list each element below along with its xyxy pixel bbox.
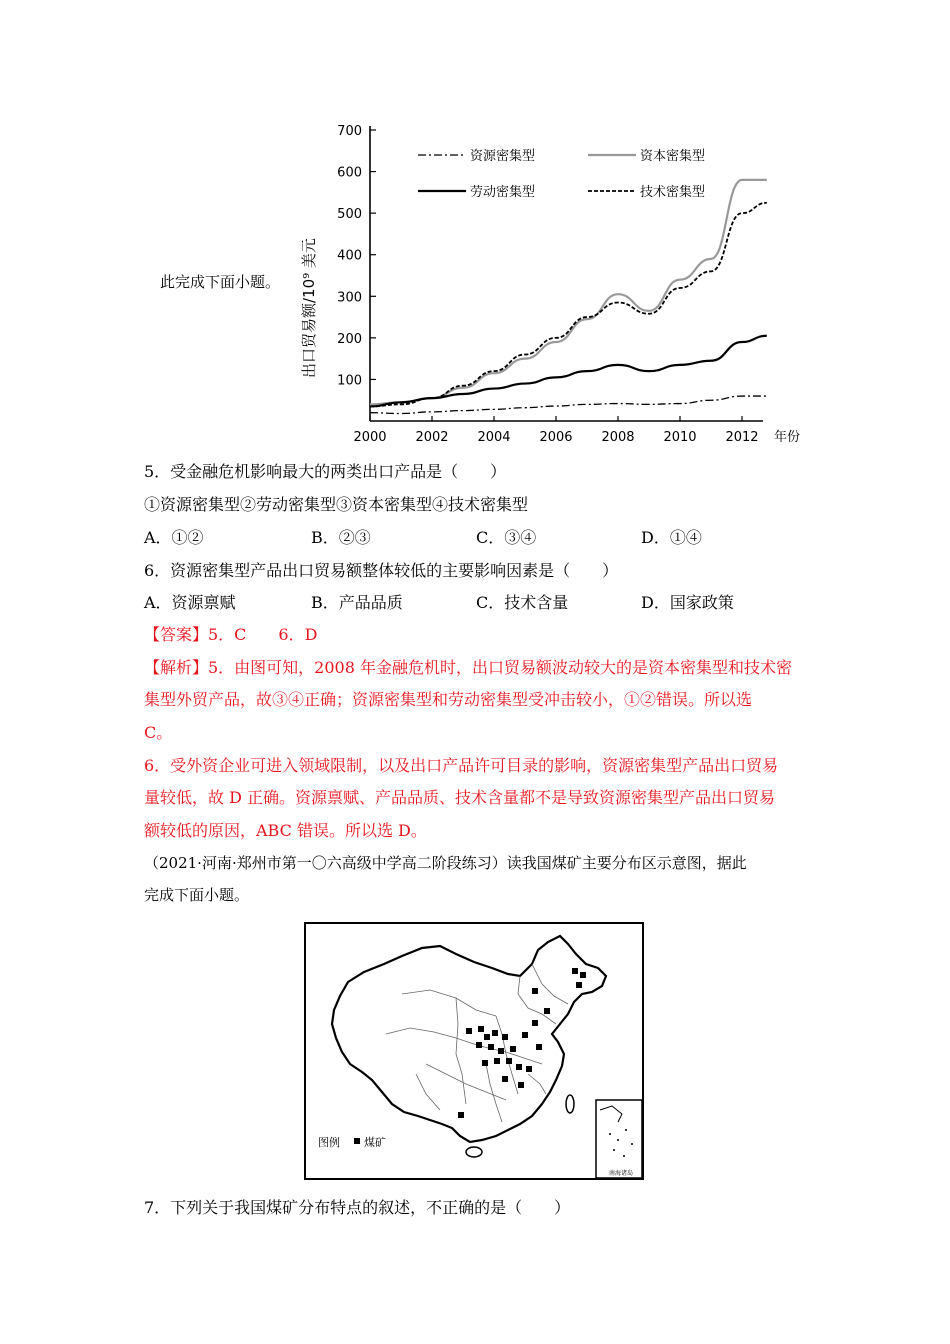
series-line-2 bbox=[370, 180, 767, 404]
china-map-svg bbox=[306, 924, 642, 1178]
analysis-line-4: 6．受外资企业可进入领域限制，以及出口产品许可目录的影响，资源密集型产品出口贸易 bbox=[144, 756, 779, 775]
coal-map bbox=[304, 922, 644, 1180]
legend-label: 图例 bbox=[318, 1136, 340, 1149]
y-tick-label: 200 bbox=[337, 331, 362, 347]
x-tick-label: 2006 bbox=[539, 430, 573, 445]
q6-option-b: B．产品品质 bbox=[311, 593, 403, 612]
analysis-line-1: 【解析】5．由图可知，2008 年金融危机时，出口贸易额波动较大的是资本密集型和技术密 bbox=[144, 658, 792, 677]
legend-item: 煤矿 bbox=[364, 1136, 386, 1149]
y-tick-label: 500 bbox=[337, 207, 362, 223]
y-tick-label: 400 bbox=[337, 248, 362, 264]
q5-option-b: B．②③ bbox=[311, 528, 371, 547]
x-tick-label: 2004 bbox=[477, 430, 511, 445]
china-outline bbox=[332, 936, 606, 1142]
hainan-island bbox=[466, 1147, 482, 1157]
q6-option-d: D．国家政策 bbox=[641, 593, 734, 612]
q6-option-a: A．资源禀赋 bbox=[144, 593, 236, 612]
q5-items: ①资源密集型②劳动密集型③资本密集型④技术密集型 bbox=[144, 495, 529, 514]
y-tick-label: 300 bbox=[337, 290, 362, 306]
x-tick-label: 2000 bbox=[353, 430, 387, 445]
q5-stem: 5．受金融危机影响最大的两类出口产品是（ ） bbox=[144, 462, 507, 481]
y-tick-label: 600 bbox=[337, 165, 362, 181]
legend-label-1: 资源密集型 bbox=[470, 149, 536, 164]
analysis-line-5: 量较低，故 D 正确。资源禀赋、产品品质、技术含量都不是导致资源密集型产品出口贸易 bbox=[144, 788, 776, 807]
y-tick-label: 100 bbox=[337, 373, 362, 389]
x-axis-label: 年份 bbox=[774, 430, 801, 445]
source-line-cont: 完成下面小题。 bbox=[144, 886, 250, 904]
q6-stem: 6．资源密集型产品出口贸易额整体较低的主要影响因素是（ ） bbox=[144, 561, 619, 580]
analysis-line-3: C。 bbox=[144, 723, 173, 742]
chart-svg bbox=[296, 118, 801, 448]
intro-fragment: 此完成下面小题。 bbox=[160, 273, 281, 291]
legend-label-2: 资本密集型 bbox=[640, 149, 706, 164]
legend-label-4: 技术密集型 bbox=[640, 185, 706, 200]
x-tick-label: 2008 bbox=[601, 430, 635, 445]
inset-label: 南海诸岛 bbox=[609, 1170, 634, 1177]
taiwan-island bbox=[566, 1095, 574, 1113]
q5-option-a: A．①② bbox=[144, 528, 204, 547]
legend-marker bbox=[354, 1138, 360, 1144]
answer-line: 【答案】5．C 6．D bbox=[144, 625, 318, 644]
q5-option-c: C．③④ bbox=[476, 528, 537, 547]
q7-stem: 7．下列关于我国煤矿分布特点的叙述，不正确的是（ ） bbox=[144, 1198, 571, 1217]
q5-option-d: D．①④ bbox=[641, 528, 702, 547]
series-line-3 bbox=[370, 336, 767, 407]
export-chart bbox=[296, 118, 801, 448]
x-tick-label: 2010 bbox=[663, 430, 697, 445]
legend-label-3: 劳动密集型 bbox=[470, 185, 536, 200]
analysis-line-6: 额较低的原因，ABC 错误。所以选 D。 bbox=[144, 821, 427, 840]
q6-option-c: C．技术含量 bbox=[476, 593, 569, 612]
source-line: （2021·河南·郑州市第一〇六高级中学高二阶段练习）读我国煤矿主要分布区示意图，据此 bbox=[144, 854, 747, 872]
y-tick-label: 700 bbox=[337, 124, 362, 139]
y-axis-label: 出口贸易额/10⁹ 美元 bbox=[300, 238, 318, 378]
analysis-line-2: 集型外贸产品，故③④正确；资源密集型和劳动密集型受冲击较小，①②错误。所以选 bbox=[144, 690, 753, 709]
x-tick-label: 2002 bbox=[415, 430, 449, 445]
x-tick-label: 2012 bbox=[725, 430, 759, 445]
